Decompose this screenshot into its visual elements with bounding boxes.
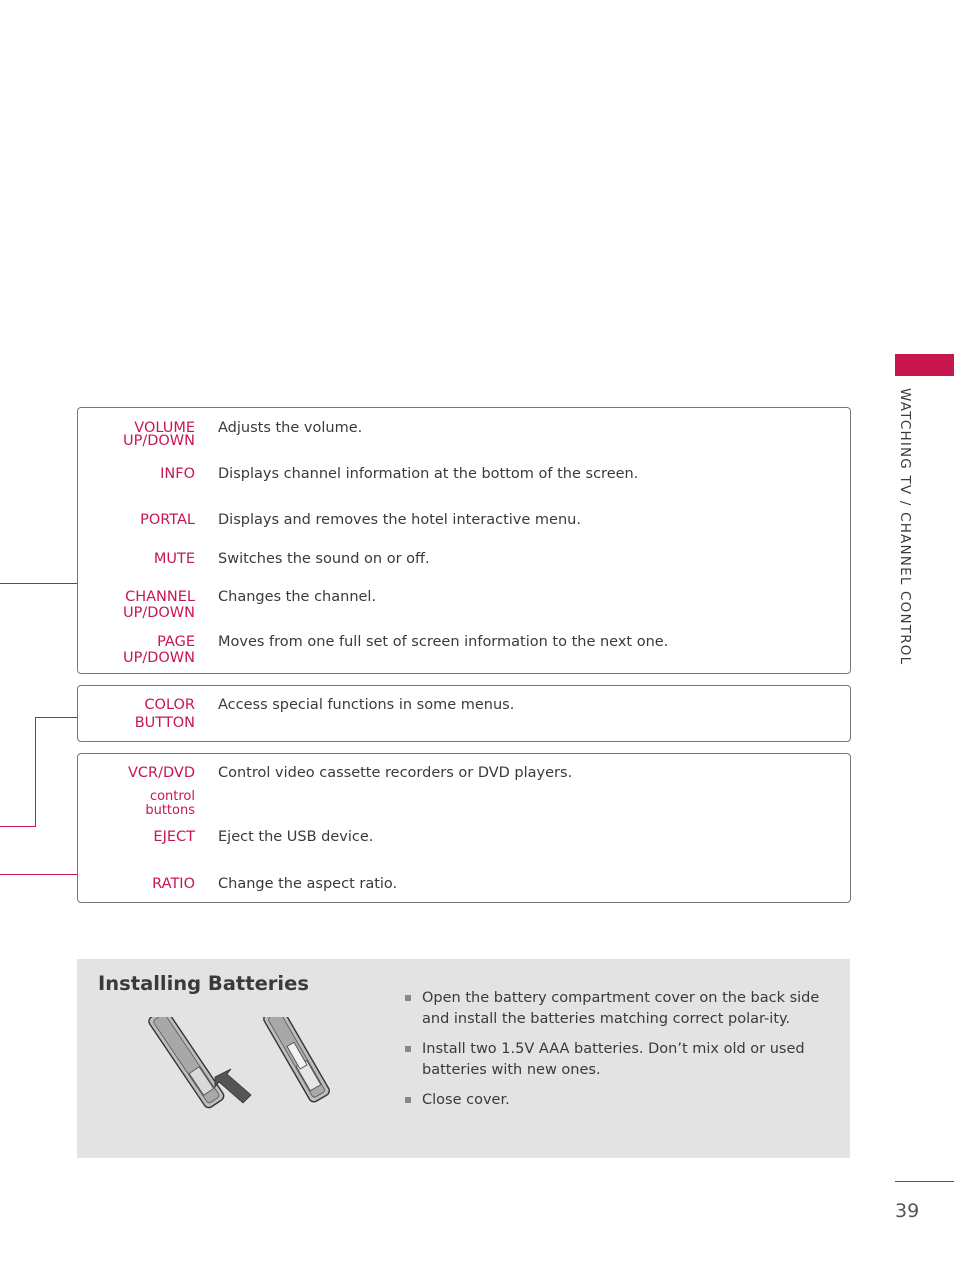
key-label-line: UP/DOWN <box>122 433 195 449</box>
key-label: MUTE <box>153 551 195 567</box>
key-label: VCR/DVD <box>128 765 195 781</box>
key-description: Switches the sound on or off. <box>218 551 430 567</box>
list-item <box>405 1090 825 1111</box>
key-description: Displays and removes the hotel interactive menu. <box>218 512 581 528</box>
callout-line-2-horizontal <box>35 717 77 718</box>
key-description: Adjusts the volume. <box>218 420 363 436</box>
callout-line-2-bottom <box>0 826 36 827</box>
key-label-line: control <box>149 789 195 804</box>
key-label: RATIO <box>152 876 195 892</box>
key-description: Changes the channel. <box>218 589 377 605</box>
key-description: Moves from one full set of screen information to the next one. <box>218 634 669 650</box>
key-label-line: PAGE <box>157 634 195 650</box>
page-number-rule <box>895 1181 954 1182</box>
battery-step-text: Close cover. <box>422 1092 510 1108</box>
callout-line-1 <box>0 583 77 584</box>
key-label-line: UP/DOWN <box>122 605 195 621</box>
key-label-line: VOLUME <box>134 420 195 436</box>
key-label-line: COLOR <box>144 697 195 713</box>
key-label-line: UP/DOWN <box>122 650 195 666</box>
section-title: WATCHING TV / CHANNEL CONTROL <box>897 388 913 666</box>
section-tab-marker <box>895 354 954 376</box>
remote-battery-insert-icon <box>262 1017 331 1104</box>
battery-step-text: Open the battery compartment cover on the back side and install the batteries matching correct polar-ity. <box>422 990 820 1027</box>
batteries-heading: Installing Batteries <box>98 972 309 995</box>
battery-step-text: Install two 1.5V AAA batteries. Don’t mix old or used batteries with new ones. <box>422 1041 805 1078</box>
button-function-table-3 <box>77 753 851 903</box>
remote-battery-illustration <box>127 1017 367 1117</box>
key-label: PORTAL <box>140 512 195 528</box>
key-label-line: CHANNEL <box>125 589 195 605</box>
key-description: Eject the USB device. <box>218 829 374 845</box>
key-label: INFO <box>160 466 195 482</box>
list-item <box>405 988 825 1030</box>
bullet-square-icon <box>405 1046 411 1052</box>
page-number: 39 <box>895 1200 920 1222</box>
button-function-table-1 <box>77 407 851 674</box>
remote-back-open-icon <box>147 1017 226 1110</box>
callout-line-2-vertical <box>35 717 36 826</box>
key-description: Access special functions in some menus. <box>218 697 515 713</box>
key-label-line: buttons <box>145 803 195 818</box>
bullet-square-icon <box>405 1097 411 1103</box>
bullet-square-icon <box>405 995 411 1001</box>
callout-line-3 <box>0 874 77 875</box>
installing-batteries-panel <box>77 959 850 1158</box>
key-label: EJECT <box>153 829 195 845</box>
key-description: Displays channel information at the bottom of the screen. <box>218 466 639 482</box>
key-description: Control video cassette recorders or DVD players. <box>218 765 573 781</box>
key-description: Change the aspect ratio. <box>218 876 398 892</box>
list-item <box>405 1039 825 1081</box>
battery-steps-list <box>405 988 825 1120</box>
key-label-line: BUTTON <box>134 715 195 731</box>
button-function-table-2 <box>77 685 851 742</box>
